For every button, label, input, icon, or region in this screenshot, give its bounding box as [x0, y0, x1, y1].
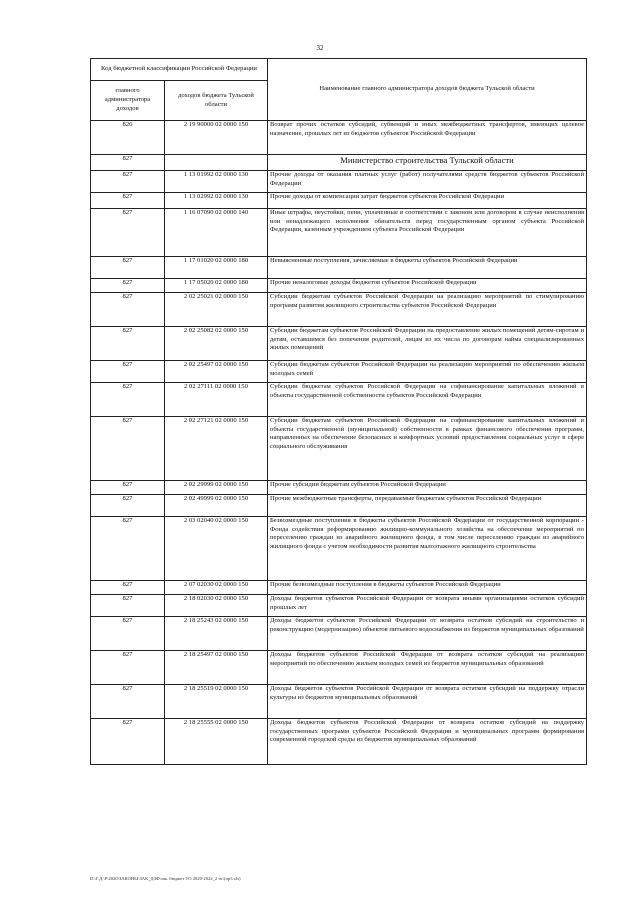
admin-code-cell: 827 [91, 495, 165, 517]
income-code-cell: 2 18 02030 02 0000 150 [165, 595, 268, 617]
table-row [91, 171, 587, 193]
table-row [91, 481, 587, 495]
admin-code-cell: 827 [91, 361, 165, 383]
table-row [91, 293, 587, 327]
table-row [91, 517, 587, 581]
table-row [91, 121, 587, 155]
income-name-cell: Прочие неналоговые доходы бюджетов субъектов Российской Федерации [268, 279, 587, 293]
income-name-cell: Невыясненные поступления, зачисляемые в бюджеты субъектов Российской Федерации [268, 257, 587, 279]
admin-code-cell: 827 [91, 651, 165, 685]
table-row [91, 279, 587, 293]
income-name-cell: Прочие межбюджетные трансферты, передаваемые бюджетам субъектов Российской Федерации [268, 495, 587, 517]
table-row [91, 495, 587, 517]
table-row [91, 257, 587, 279]
income-code-cell: 2 02 27121 02 0000 150 [165, 417, 268, 481]
table-row [91, 651, 587, 685]
admin-code-cell: 827 [91, 581, 165, 595]
table-row [91, 193, 587, 209]
admin-code-cell: 827 [91, 383, 165, 417]
budget-classification-table [90, 58, 587, 765]
income-name-cell: Субсидии бюджетам субъектов Российской Федерации на предоставление жилых помещений детям-сиротам и детям, оставшимся без попечения родителей, лицам из их числа по договорам найма специализированных жилых помещений [268, 327, 587, 361]
income-name-cell: Субсидии бюджетам субъектов Российской Федерации на софинансирование капитальных вложений в объекты государственной (муниципальной) собственности в рамках финансового обеспечения программ, направленных на обеспечение безопасных и комфортных условий предоставления социальных услуг в сфере социального обслуживания [268, 417, 587, 481]
table-row [91, 327, 587, 361]
admin-code-cell: 827 [91, 595, 165, 617]
income-name-cell: Доходы бюджетов субъектов Российской Федерации от возврата остатков субсидий на поддержку отрасли культуры из бюджетов муниципальных образований [268, 685, 587, 719]
income-name-cell: Прочие субсидии бюджетам субъектов Российской Федерации [268, 481, 587, 495]
income-code-cell: 2 02 25497 02 0000 150 [165, 361, 268, 383]
income-name-cell: Возврат прочих остатков субсидий, субвенций и иных межбюджетных трансфертов, имеющих целевое назначение, прошлых лет из бюджетов субъектов Российской Федерации [268, 121, 587, 155]
admin-code-cell: 827 [91, 279, 165, 293]
income-name-cell: Субсидии бюджетам субъектов Российской Федерации на софинансирование капитальных вложений в объекты государственной собственности субъектов Российской Федерации [268, 383, 587, 417]
income-column-header: доходов бюджета Тульской области [165, 81, 268, 121]
admin-code-cell: 827 [91, 209, 165, 257]
table-row [91, 209, 587, 257]
page-number: 32 [316, 44, 324, 52]
income-name-cell: Доходы бюджетов субъектов Российской Федерации от возврата остатков субсидий на реализацию мероприятий по обеспечению жильем молодых семей из бюджетов муниципальных образований [268, 651, 587, 685]
income-name-cell: Иные штрафы, неустойки, пени, уплаченные в соответствии с законом или договором в случае неисполнения или ненадлежащего исполнения обязательств перед государственным органом субъекта Российской Федерации, казенным учреждением субъекта Российской Федерации [268, 209, 587, 257]
admin-code-cell: 827 [91, 617, 165, 651]
table-row [91, 581, 587, 595]
table-row [91, 617, 587, 651]
income-name-cell: Доходы бюджетов субъектов Российской Федерации от возврата иными организациями остатков субсидий прошлых лет [268, 595, 587, 617]
table-row [91, 685, 587, 719]
file-path-footer: D:\Г.Д.\Р\2020\ЗАКОНЫ\ЗАК_ДЗФ\зак. бюджет ТО 2020-2022_2 чт\(пр3.xls) [90, 876, 241, 881]
income-code-cell: 1 16 07090 02 0000 140 [165, 209, 268, 257]
income-code-cell: 2 02 25021 02 0000 150 [165, 293, 268, 327]
income-code-cell: 1 13 01992 02 0000 130 [165, 171, 268, 193]
income-code-cell: 2 19 90000 02 0000 150 [165, 121, 268, 155]
income-name-cell: Доходы бюджетов субъектов Российской Федерации от возврата остатков субсидий на строительство и реконструкцию (модернизацию) объектов питьевого водоснабжения из бюджетов муниципальных образований [268, 617, 587, 651]
income-code-cell: 2 18 25519 02 0000 150 [165, 685, 268, 719]
admin-code-cell: 827 [91, 417, 165, 481]
table-row [91, 417, 587, 481]
table-row [91, 383, 587, 417]
table-header-row [91, 59, 587, 81]
income-name-cell: Прочие доходы от оказания платных услуг (работ) получателями средств бюджетов субъектов Российской Федерации [268, 171, 587, 193]
income-code-cell: 1 17 01020 02 0000 180 [165, 257, 268, 279]
table-row [91, 719, 587, 765]
admin-code-cell: 827 [91, 155, 165, 171]
income-name-cell: Субсидии бюджетам субъектов Российской Федерации на реализацию мероприятий по стимулированию программ развития жилищного строительства субъектов Российской Федерации [268, 293, 587, 327]
table-row [91, 595, 587, 617]
admin-code-cell: 827 [91, 257, 165, 279]
income-code-cell: 2 03 02040 02 0000 150 [165, 517, 268, 581]
income-code-cell: 2 02 27111 02 0000 150 [165, 383, 268, 417]
income-name-cell: Доходы бюджетов субъектов Российской Федерации от возврата остатков субсидий на поддержку государственных программ субъектов Российской Федерации и муниципальных программ формирования современной городской среды из бюджетов муниципальных образований [268, 719, 587, 765]
admin-code-cell: 827 [91, 517, 165, 581]
income-code-cell: 2 07 02030 02 0000 150 [165, 581, 268, 595]
income-code-cell [165, 155, 268, 171]
admin-code-cell: 827 [91, 193, 165, 209]
admin-code-cell: 827 [91, 481, 165, 495]
admin-code-cell: 827 [91, 685, 165, 719]
income-name-cell: Прочие доходы от компенсации затрат бюджетов субъектов Российской Федерации [268, 193, 587, 209]
admin-code-cell: 827 [91, 327, 165, 361]
income-code-cell: 2 18 25243 02 0000 150 [165, 617, 268, 651]
income-code-cell: 2 18 25555 02 0000 150 [165, 719, 268, 765]
income-code-cell: 2 02 29999 02 0000 150 [165, 481, 268, 495]
admin-column-header: главного администратора доходов [91, 81, 165, 121]
income-name-cell: Безвозмездные поступления в бюджеты субъектов Российской Федерации от государственной корпорации - Фонда содействия реформированию жилищно-коммунального хозяйства на обеспечение мероприятий по переселению граждан из аварийного жилищного фонда, в том числе переселению граждан из аварийного жилищного фонда с учетом необходимости развития малоэтажного жилищного строительства [268, 517, 587, 581]
ministry-row [91, 155, 587, 171]
income-code-cell: 2 18 25497 02 0000 150 [165, 651, 268, 685]
name-column-header: Наименование главного администратора доходов бюджета Тульской области [268, 59, 587, 121]
income-name-cell: Субсидии бюджетам субъектов Российской Федерации на реализацию мероприятий по обеспечению жильем молодых семей [268, 361, 587, 383]
income-code-cell: 1 13 02992 02 0000 130 [165, 193, 268, 209]
table-row [91, 361, 587, 383]
income-code-cell: 2 02 25082 02 0000 150 [165, 327, 268, 361]
admin-code-cell: 827 [91, 293, 165, 327]
income-name-cell: Прочие безвозмездные поступления в бюджеты субъектов Российской Федерации [268, 581, 587, 595]
income-code-cell: 2 02 49999 02 0000 150 [165, 495, 268, 517]
admin-code-cell: 827 [91, 719, 165, 765]
admin-code-cell: 827 [91, 171, 165, 193]
code-group-header: Код бюджетной классификации Российской Федерации [91, 59, 268, 81]
admin-code-cell: 826 [91, 121, 165, 155]
ministry-name-cell: Министерство строительства Тульской области [268, 155, 587, 171]
income-code-cell: 1 17 05020 02 0000 180 [165, 279, 268, 293]
